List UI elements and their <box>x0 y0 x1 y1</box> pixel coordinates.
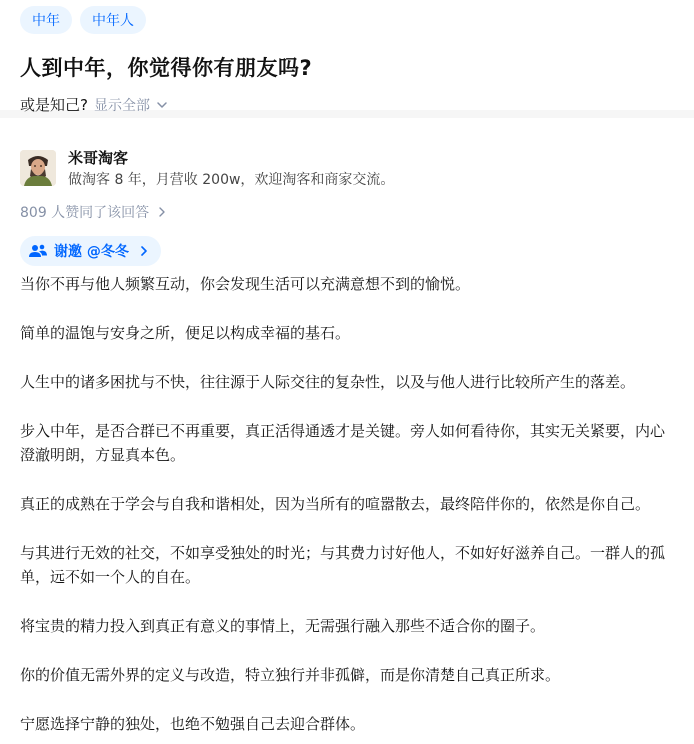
answer-paragraph: 当你不再与他人频繁互动，你会发现生活可以充满意想不到的愉悦。 <box>20 275 471 293</box>
answer-content <box>20 272 674 736</box>
show-all-button[interactable] <box>94 95 168 115</box>
author-name[interactable]: 米哥淘客 <box>68 149 129 167</box>
answer-paragraph: 将宝贵的精力投入到真正有意义的事情上，无需强行融入那些不适合你的圈子。 <box>20 617 546 635</box>
chevron-down-icon <box>156 99 168 111</box>
answer-paragraph: 真正的成熟在于学会与自我和谐相处，因为当所有的喧嚣散去，最终陪伴你的，依然是你自己。 <box>20 495 651 513</box>
author-info <box>20 148 674 190</box>
show-all-label: 显示全部 <box>93 97 150 114</box>
question-header <box>0 0 694 118</box>
topic-tag[interactable]: 中年 <box>20 6 72 34</box>
answer-paragraph: 简单的温饱与安身之所，便足以构成幸福的基石。 <box>20 324 351 342</box>
answer-item <box>0 118 694 736</box>
question-detail <box>20 94 674 115</box>
topic-tag[interactable]: 中年人 <box>80 6 146 34</box>
answer-paragraph: 宁愿选择宁静的独处，也绝不勉强自己去迎合群体。 <box>20 715 366 733</box>
invite-text: 谢邀 @冬冬 <box>54 244 129 260</box>
avatar[interactable] <box>20 150 56 186</box>
question-detail-text: 或是知己? <box>20 96 88 114</box>
author-meta <box>68 148 394 190</box>
avatar-image <box>20 150 56 186</box>
people-icon <box>28 243 48 259</box>
vote-count-text: 809 人赞同了该回答 <box>20 205 150 221</box>
invite-badge[interactable] <box>20 236 161 266</box>
author-bio: 做淘客 8 年，月营收 200w，欢迎淘客和商家交流。 <box>68 172 395 188</box>
question-title[interactable]: 人到中年，你觉得你有朋友吗? <box>20 56 313 80</box>
chevron-right-icon <box>157 206 167 218</box>
chevron-right-icon <box>139 245 149 257</box>
answer-paragraph: 与其进行无效的社交，不如享受独处的时光；与其费力讨好他人，不如好好滋养自己。一群人的孤单，远不如一个人的自在。 <box>20 544 666 586</box>
answer-paragraph: 人生中的诸多困扰与不快，往往源于人际交往的复杂性，以及与他人进行比较所产生的落差。 <box>20 373 636 391</box>
vote-count-link[interactable] <box>20 202 674 222</box>
answer-paragraph: 你的价值无需外界的定义与改造，特立独行并非孤僻，而是你清楚自己真正所求。 <box>20 666 561 684</box>
answer-paragraph: 步入中年，是否合群已不再重要，真正活得通透才是关键。旁人如何看待你，其实无关紧要，内心澄澈明朗，方显真本色。 <box>20 422 666 464</box>
topic-list <box>20 6 674 34</box>
